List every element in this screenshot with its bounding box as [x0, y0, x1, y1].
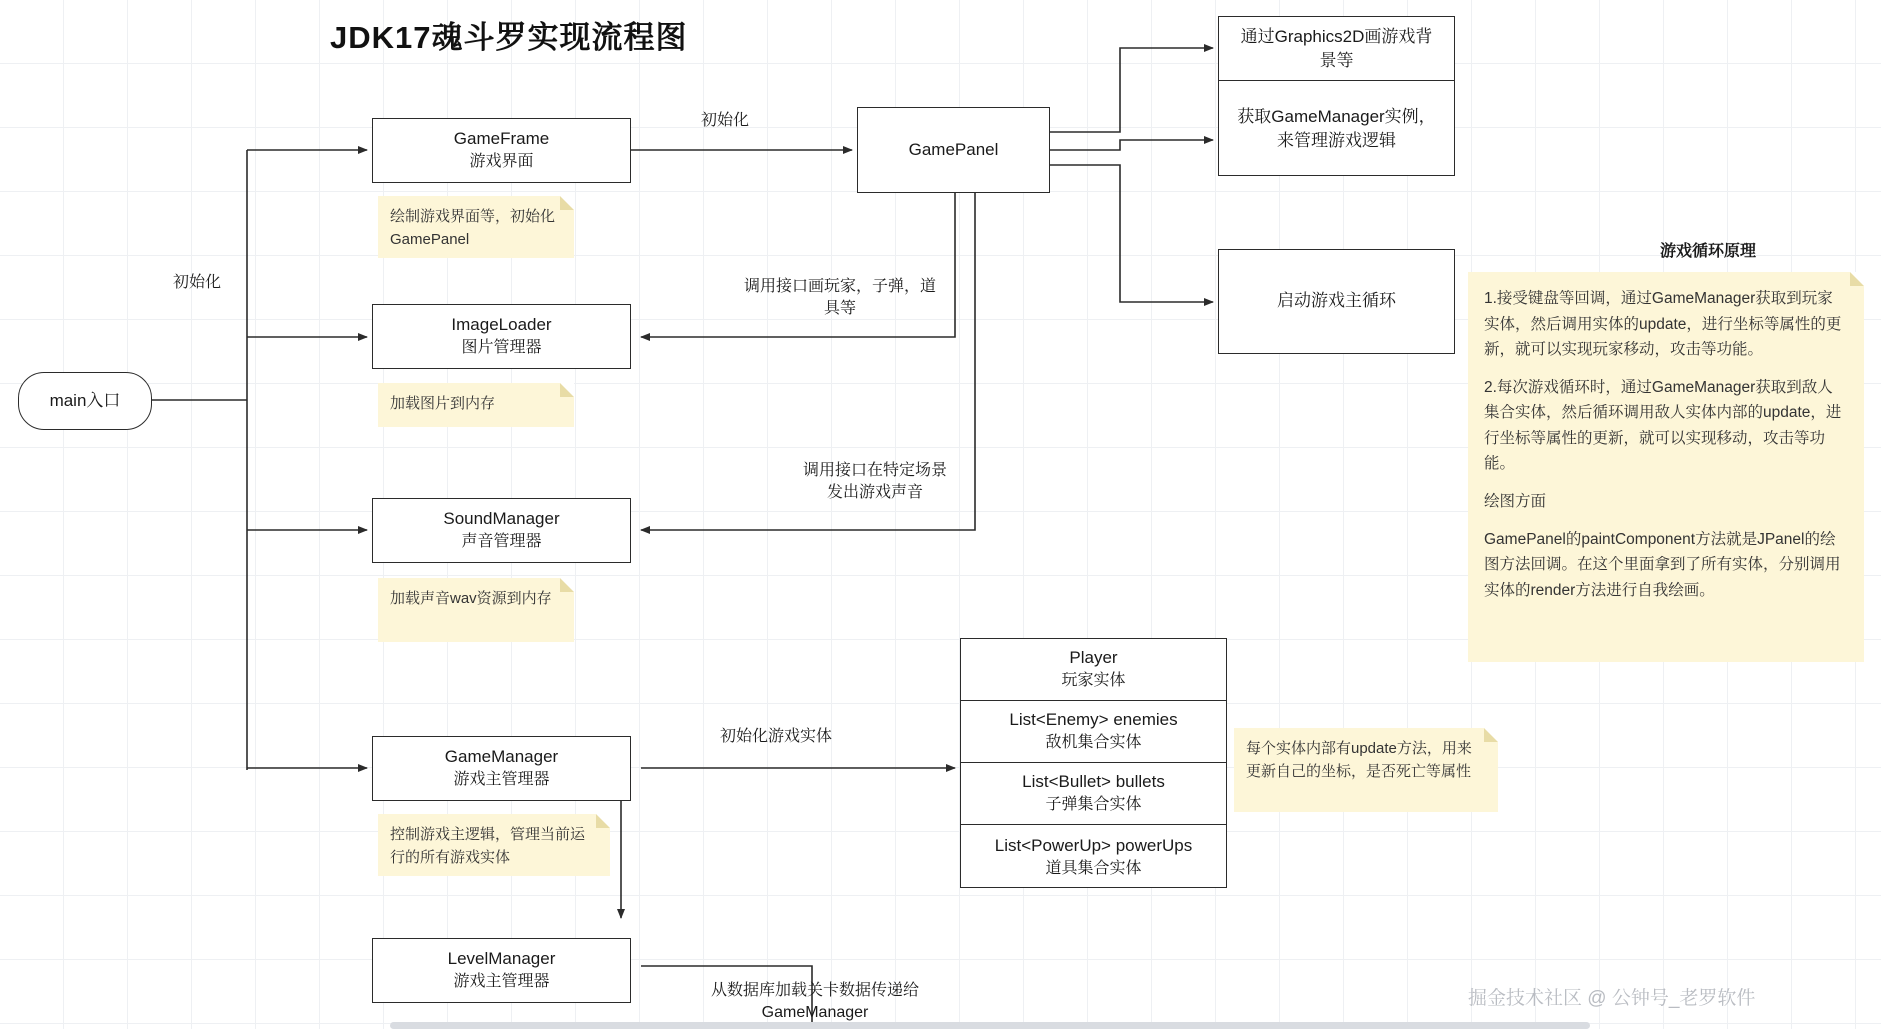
gamepanel-responsibility-text: 通过Graphics2D画游戏背景等 [1240, 26, 1433, 70]
edge-label-draw-api: 调用接口画玩家，子弹，道具等 [743, 278, 936, 317]
node-soundmanager-subtitle: 声音管理器 [461, 533, 542, 551]
entity-title: Player [1069, 648, 1118, 668]
entity-title: List<Bullet> bullets [1022, 772, 1165, 792]
note-gamemanager [378, 814, 610, 876]
edge-label-init-frame: 初始化 [700, 112, 749, 129]
note-loop-p1: 1.接受键盘等回调，通过GameManager获取到玩家实体，然后调用实体的update，进行坐标等属性的更新，就可以实现玩家移动，攻击等功能。 [1484, 290, 1842, 359]
loop-principle-title: 游戏循环原理 [1659, 243, 1756, 260]
edge-label-sound-api: 调用接口在特定场景发出游戏声音 [802, 462, 947, 501]
note-imageloader-text: 加载图片到内存 [390, 395, 496, 412]
page-title: JDK17魂斗罗实现流程图 [330, 20, 688, 55]
edge-label-init-main: 初始化 [172, 274, 221, 291]
node-gamemanager-title: GameManager [444, 747, 559, 767]
node-levelmanager[interactable] [372, 938, 631, 1003]
entity-title: List<Enemy> enemies [1009, 710, 1178, 730]
gamepanel-responsibility-text: 获取GameManager实例，来管理游戏逻辑 [1237, 107, 1436, 150]
node-gamemanager-subtitle: 游戏主管理器 [453, 771, 550, 789]
entity-subtitle: 敌机集合实体 [1045, 734, 1142, 752]
note-imageloader [378, 383, 574, 427]
note-game-loop-principle [1468, 272, 1864, 662]
gamepanel-responsibility-row [1219, 17, 1454, 81]
watermark: 掘金技术社区 @ 公钟号_老罗软件 [1468, 988, 1756, 1009]
node-gamemanager[interactable] [372, 736, 631, 801]
node-soundmanager-title: SoundManager [443, 509, 560, 529]
entity-subtitle: 道具集合实体 [1045, 859, 1142, 877]
entity-subtitle: 玩家实体 [1061, 672, 1126, 690]
node-gameframe-subtitle: 游戏界面 [469, 153, 534, 171]
node-main-entry-label: main入口 [49, 390, 121, 410]
node-levelmanager-subtitle: 游戏主管理器 [453, 973, 550, 991]
node-gameframe[interactable] [372, 118, 631, 183]
node-imageloader[interactable] [372, 304, 631, 369]
entity-row[interactable] [961, 701, 1226, 763]
gamepanel-responsibility-group [1218, 16, 1455, 176]
node-main-entry[interactable] [18, 372, 152, 430]
entity-subtitle: 子弹集合实体 [1045, 796, 1142, 814]
note-entities [1234, 728, 1498, 812]
note-gameframe-text: 绘制游戏界面等，初始化GamePanel [390, 208, 556, 248]
node-imageloader-title: ImageLoader [451, 315, 552, 335]
gamepanel-responsibility-row [1219, 81, 1454, 177]
note-soundmanager [378, 578, 574, 642]
note-gamemanager-text: 控制游戏主逻辑，管理当前运行的所有游戏实体 [390, 826, 586, 866]
note-soundmanager-text: 加载声音wav资源到内存 [390, 590, 552, 607]
horizontal-scrollbar[interactable] [390, 1022, 1590, 1029]
node-game-loop-start[interactable] [1218, 249, 1455, 354]
entity-row[interactable] [961, 763, 1226, 825]
note-loop-p4: GamePanel的paintComponent方法就是JPanel的绘图方法回调。在这个里面拿到了所有实体，分别调用实体的render方法进行自我绘画。 [1484, 530, 1841, 599]
entity-row[interactable] [961, 825, 1226, 889]
node-gamepanel[interactable] [857, 107, 1050, 193]
node-gameframe-title: GameFrame [453, 129, 550, 149]
entity-group [960, 638, 1227, 888]
node-imageloader-subtitle: 图片管理器 [461, 339, 542, 357]
entity-title: List<PowerUp> powerUps [994, 835, 1193, 855]
node-levelmanager-title: LevelManager [447, 949, 556, 969]
note-loop-p3: 绘图方面 [1484, 492, 1547, 510]
edge-label-init-entities: 初始化游戏实体 [719, 728, 832, 745]
entity-row[interactable] [961, 639, 1226, 701]
node-soundmanager[interactable] [372, 498, 631, 563]
note-loop-p2: 2.每次游戏循环时，通过GameManager获取到敌人集合实体，然后循环调用敌人实体内部的update，进行坐标等属性的更新，就可以实现移动，攻击等功能。 [1484, 378, 1842, 473]
note-gameframe [378, 196, 574, 258]
edge-label-level-db: 从数据库加载关卡数据传递给GameManager [710, 982, 919, 1021]
node-gamepanel-label: GamePanel [908, 139, 999, 159]
note-entities-text: 每个实体内部有update方法，用来更新自己的坐标，是否死亡等属性 [1246, 740, 1472, 780]
node-game-loop-start-label: 启动游戏主循环 [1277, 291, 1396, 311]
